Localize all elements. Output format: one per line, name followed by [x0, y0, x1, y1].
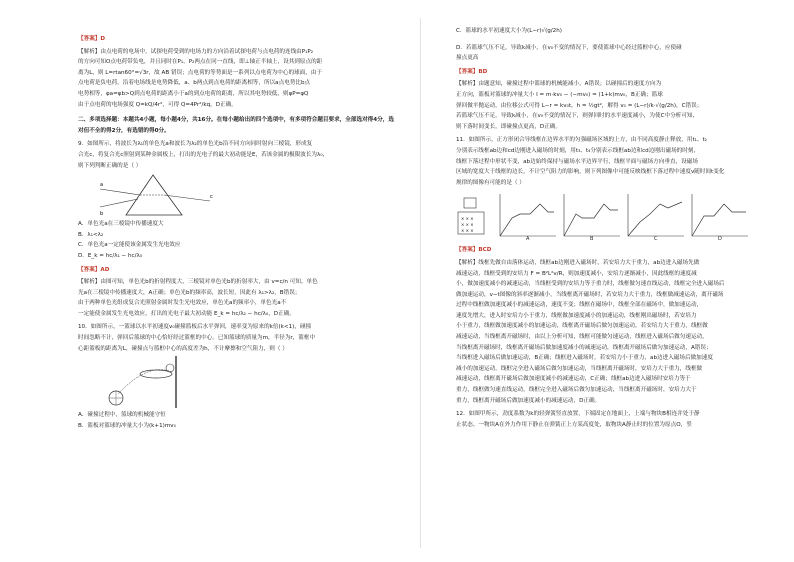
question-12: 12．如图甲所示，劲度系数为k的轻弹簧竖直放置，下端固定在地面上，上端与物块B相连并处于静 止状态。一物块A在外力作用下静止在弹簧正上方某高度处，取物块A静止时的位置为原点O，竖: [456, 411, 700, 428]
q9-answer: 【答案】AD: [78, 266, 110, 273]
svg-text:× × ×: × × ×: [461, 222, 474, 228]
q10-options: [78, 410, 394, 431]
graph-label-a: A: [526, 236, 530, 243]
graph-label-b: B: [590, 236, 594, 243]
svg-text:c: c: [210, 194, 213, 201]
q9-options: [78, 219, 394, 261]
field-diagram: [458, 198, 484, 234]
left-column: [78, 0, 394, 562]
q8-answer: 【答案】D: [78, 36, 106, 42]
q10-option-d: D．若篮球气压不足，导致k减小，在v₀不变的情况下，要使篮球中心经过篮框中心，应使碰 撞点更高: [456, 44, 682, 62]
question-9: 9．如图所示，将波长为λ₁的单色光a和波长为λ₂的单色光b沿不同方向同时射向三棱镜，形成复 合光c，将复合光c照射到某种金属板上，打出的光电子的最大初动能是E，若该金属的极限波长为λ₀， 则下列判断正确的是（ ）: [78, 141, 329, 169]
right-column: [456, 0, 778, 562]
q11-figures: [456, 190, 778, 242]
q10-explanation: 【解析】由题意知，碰撞过程中篮球的机械能减小，A错误；以碰撞后的速度方向为 正方向，篮板对篮球的冲量大小 I = m·kv₀ − (−mv₀) = (1+k)mv₀，B正确；篮球 弹回做平抛运动，由位移公式可得 L−r = kv₀t，h = ½gt²，解得 v₀ = (L−r)/k·√(g/2h)，C错误； 若篮球气压不足，导致k减小，在v₀不变的情况下，则弹回时的水平速度减小，为使C中分析可知， 则下落时间变长，即碰撞点更高，D正确。: [456, 81, 703, 130]
q9-explanation: 【解析】由图可知，单色光b的折射程度大，三棱镜对单色光b的折射率大，由 v=c/n 可知，单色 光a在三棱镜中传播速度大，A正确；单色光b的频率高，波长短，因此有 λ₁>λ₂，B错误； 由于两种单色光组成复合光照射金属时发生光电效应，单色光a的频率小，单色光a不 一定能使金属发生光电效应，打出的光电子最大初动能 E_k = hc/λ₂ − hc/λ₀，D正确。: [78, 279, 318, 317]
prism-figure: [98, 171, 218, 219]
q11-answer: 【答案】BCD: [456, 247, 492, 254]
q9-option-d: D．E_k = hc/λ₁ − hc/λ₀: [78, 252, 143, 259]
question-11: 11．如图所示，正方形闭合导线框在边界水平的匀强磁场区域的上方，由不同高度静止释放，用t₁、t₂ 分别表示线框ab边和cd边刚进入磁场的时刻，用t₃、t₄分别表示线框ab边和cd边刚出磁场的时刻， 线框下落过程中形状不变，ab边始终保持与磁场水平边界平行，线框平面与磁场方向垂直，设磁场 区域的宽度大于线框的边长，不计空气阻力的影响，则下列图像中可能反映线框下落过程中速度v随时间t变化 规律的图像有可能的是（ ）: [456, 137, 725, 186]
q9-option-c: C．单色光a一定能使该金属发生光电效应: [78, 242, 181, 249]
q11-explanation: 【解析】线框先做自由落体运动，线框ab边刚进入磁场时，若安培力大于重力，ab边进入磁场先做 减速运动，线框受到的安培力 F = B²L²v/R，则加速度减小，安培力逐渐减小，因此线框的速度减 小，做加速度减小的减速运动，当线框受到的安培力等于重力时，线框做匀速直线运动，线框完全进入磁场后 做加速运动，v−t图像的斜率逐渐减小，当线框离开磁场时，若安培力大于重力，线框做减速运动，离开磁场 过程中线框做加速度减小的减速运动，速度不变；线框在磁场中，线框全部在磁场中，做加速运动， 速度先增大，进入时安培力小于重力，线框做加速度减小的加速运动，线框刚出磁场时，若安培力 小于重力，线框做加速度减小的加速运动，线框离开磁场后做匀加速运动，若安培力大于重力，线框做 减速运动，当线框离开磁场时，由以上分析可知，线框可能做匀速运动，线框进入磁场后做匀速运动， 当线框离开磁场时，线框离开磁场后做加速度减小的减速运动，线框离开磁场后做匀加速运动，A错误； 当线框进入磁场后做加速运动，B正确；线框进入磁场时，若安培力小于重力，ab边进入磁场后做加速度 减小的加速运动，线框完全进入磁场后做匀加速运动，当线框离开磁场时，安培力大于重力，线框做 减速运动，线框离开磁场后做加速度减小的减速运动，C正确；线框ab边进入磁场时安培力等于 重力，线框做匀速直线运动，线框完全进入磁场后做匀加速运动，当线框离开磁场时，安培力大于 重力，线框离开磁场后做加速度减小的减速运动，D正确。: [456, 259, 725, 404]
section-2-heading: 二、多项选择题：本题共4小题，每小题4分，共16分。在每小题给出的四个选项中，有多项符合题目要求，全部选对得4分，选对但不全的得2分，有选错的得0分。: [78, 117, 394, 134]
q11-graphs: [456, 190, 756, 242]
graph-label-d: D: [718, 236, 722, 243]
svg-text:× × ×: × × ×: [461, 228, 474, 234]
svg-text:× × ×: × × ×: [461, 216, 474, 222]
q10-option-b: B．篮板对篮球的冲量大小为(k+1)mv₀: [78, 422, 176, 429]
question-10: 10．如图所示，一篮球以水平初速度v₀碰撞篮板后水平弹回，速率变为原来的k倍(k<1)，碰撞 时间忽略不计，弹回后篮球的中心恰好经过篮框的中心。已知篮球的质量为m，半径为r，篮框中 心距篮板的距离为L，碰撞点与篮框中心的高度差为h，不计摩擦和空气阻力，则（ ）: [78, 324, 316, 352]
basketball-figure: [98, 354, 208, 410]
svg-text:a: a: [100, 182, 104, 189]
column-divider: [420, 18, 421, 548]
q10-option-a: A．碰撞过程中，篮球的机械能守恒: [78, 412, 166, 419]
q9-option-a: A．单色光a在三棱镜中传播速度大: [78, 221, 164, 228]
q9-option-b: B．λ₁<λ₂: [78, 231, 104, 238]
q10-option-c: C．篮球的水平初速度大小为(L−r)√(g/2h): [456, 28, 562, 34]
graph-label-c: C: [654, 236, 658, 243]
svg-text:b: b: [100, 211, 104, 218]
q8-explanation: 【解析】由点电荷的电场中，试探电荷受到的电场力的方向沿着试探电荷与点电荷的连线由P₁P₂ 的方向可知O点电荷带负电，并且同时在P₁、P₂两点在同一直线，即⊥轴正半轴上，设其到原点的距 离为L，则 L=rtan60°=√3r，故 AB 错误；点电荷的等势面是一系列以点电荷为中心的球面，由于 点电荷是负电荷，沿着电场线是电势降低，a、b两点到点电荷的距离相等，所以a点电势比b点 电势相等，φa=φb>Q到点电荷的距离小于a的到点电荷的距离，所以其电势较低，则φP=φQ 由于点电荷的电场强度 Q=kQ/4r²，可得 Q=4Pr²/kq，D正确。: [78, 48, 323, 108]
q10-answer: 【答案】BD: [456, 68, 488, 75]
